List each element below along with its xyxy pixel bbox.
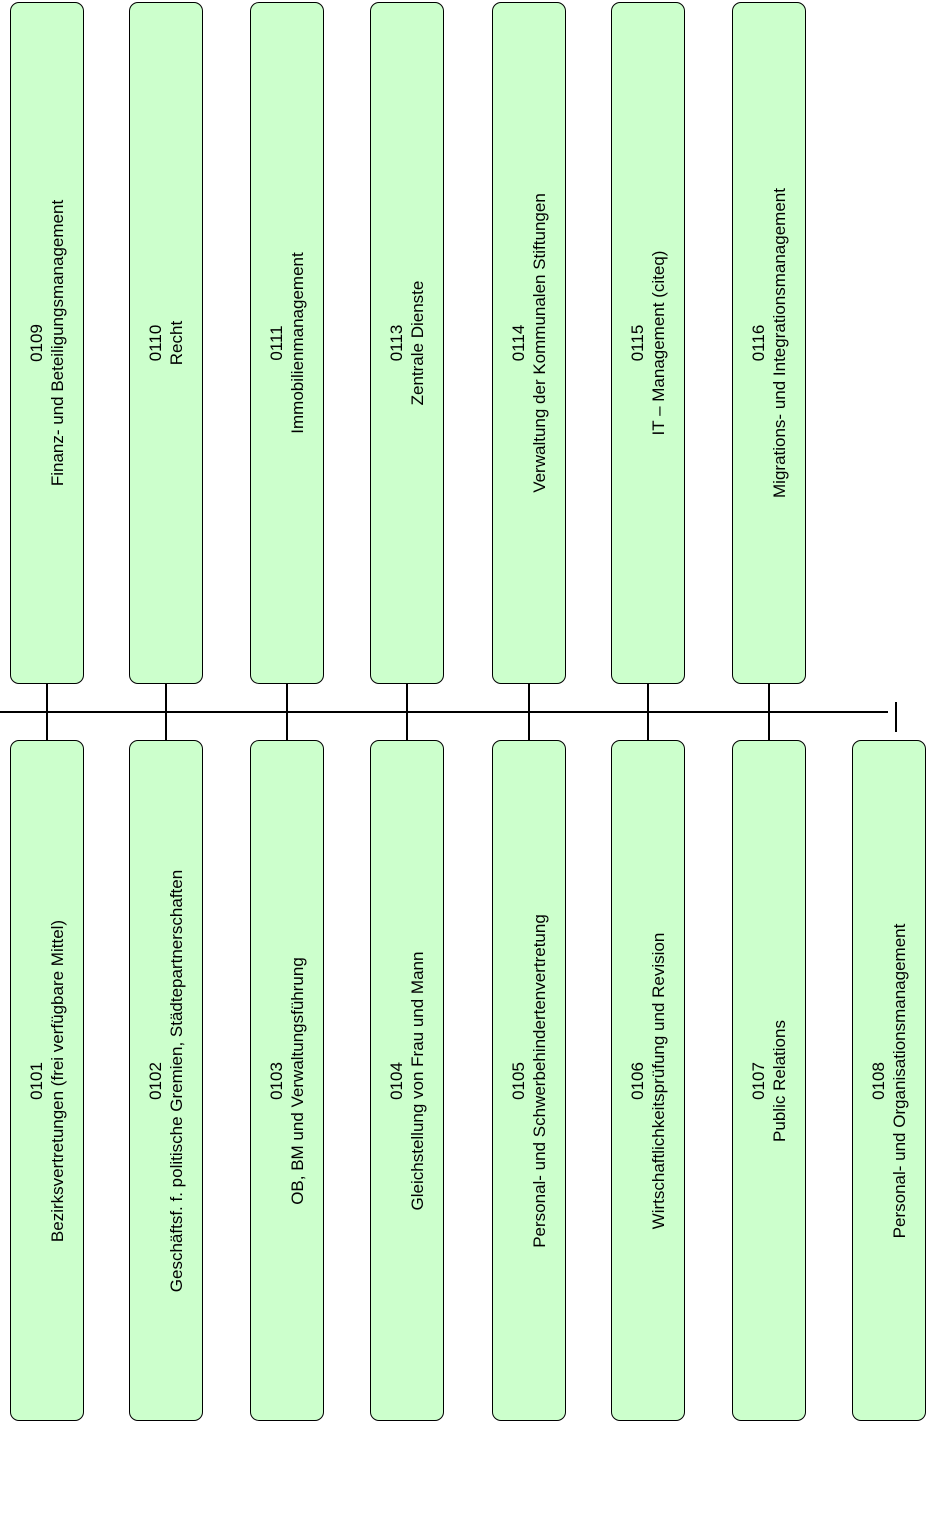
unit-box-0102 xyxy=(129,740,203,1421)
unit-box-0105 xyxy=(492,740,566,1421)
unit-label xyxy=(508,631,550,1531)
unit-label xyxy=(748,631,790,1531)
unit-code: 0108 xyxy=(869,1061,888,1100)
unit-code: 0101 xyxy=(27,1061,46,1100)
unit-name: Immobilienmanagement xyxy=(288,252,307,434)
unit-name: Recht xyxy=(167,320,186,366)
unit-label xyxy=(266,631,308,1531)
unit-box-0115 xyxy=(611,2,685,684)
unit-box-0116 xyxy=(732,2,806,684)
unit-box-0104 xyxy=(370,740,444,1421)
unit-code: 0106 xyxy=(628,1061,647,1100)
unit-name: Gleichstellung von Frau und Mann xyxy=(408,951,427,1210)
unit-box-0110 xyxy=(129,2,203,684)
unit-name: Zentrale Dienste xyxy=(408,280,427,406)
unit-code: 0113 xyxy=(387,324,406,362)
unit-code: 0111 xyxy=(267,325,286,361)
unit-name: Personal- und Schwerbehindertenvertretung xyxy=(530,913,549,1248)
unit-label xyxy=(145,631,187,1531)
unit-code: 0107 xyxy=(749,1061,768,1100)
unit-name: Finanz- und Beteiligungsmanagement xyxy=(48,199,67,487)
unit-name: Verwaltung der Kommunalen Stiftungen xyxy=(530,193,549,493)
unit-box-0106 xyxy=(611,740,685,1421)
unit-box-0109 xyxy=(10,2,84,684)
unit-code: 0115 xyxy=(628,324,647,362)
unit-box-0107 xyxy=(732,740,806,1421)
unit-label xyxy=(627,631,669,1531)
unit-box-0103 xyxy=(250,740,324,1421)
unit-code: 0109 xyxy=(27,324,46,362)
unit-label xyxy=(386,631,428,1531)
unit-name: Geschäftsf. f. politische Gremien, Städtepartnerschaften xyxy=(167,869,186,1292)
unit-code: 0103 xyxy=(267,1061,286,1100)
unit-code: 0102 xyxy=(146,1061,165,1100)
unit-name: Wirtschaftlichkeitsprüfung und Revision xyxy=(649,932,668,1229)
unit-label xyxy=(26,631,68,1531)
unit-name: OB, BM und Verwaltungsführung xyxy=(288,956,307,1205)
unit-label xyxy=(868,631,910,1531)
unit-name: Public Relations xyxy=(770,1019,789,1142)
unit-code: 0104 xyxy=(387,1061,406,1100)
unit-code: 0105 xyxy=(509,1061,528,1100)
unit-box-0111 xyxy=(250,2,324,684)
unit-name: IT – Management (citeq) xyxy=(649,250,668,436)
unit-code: 0116 xyxy=(749,324,768,362)
unit-name: Personal- und Organisationsmanagement xyxy=(890,923,909,1238)
unit-box-0101 xyxy=(10,740,84,1421)
unit-box-0108 xyxy=(852,740,926,1421)
unit-name: Migrations- und Integrationsmanagement xyxy=(770,188,789,498)
unit-name: Bezirksvertretungen (frei verfügbare Mittel) xyxy=(48,919,67,1242)
unit-code: 0114 xyxy=(509,324,528,362)
unit-code: 0110 xyxy=(146,324,165,362)
unit-box-0113 xyxy=(370,2,444,684)
unit-box-0114 xyxy=(492,2,566,684)
